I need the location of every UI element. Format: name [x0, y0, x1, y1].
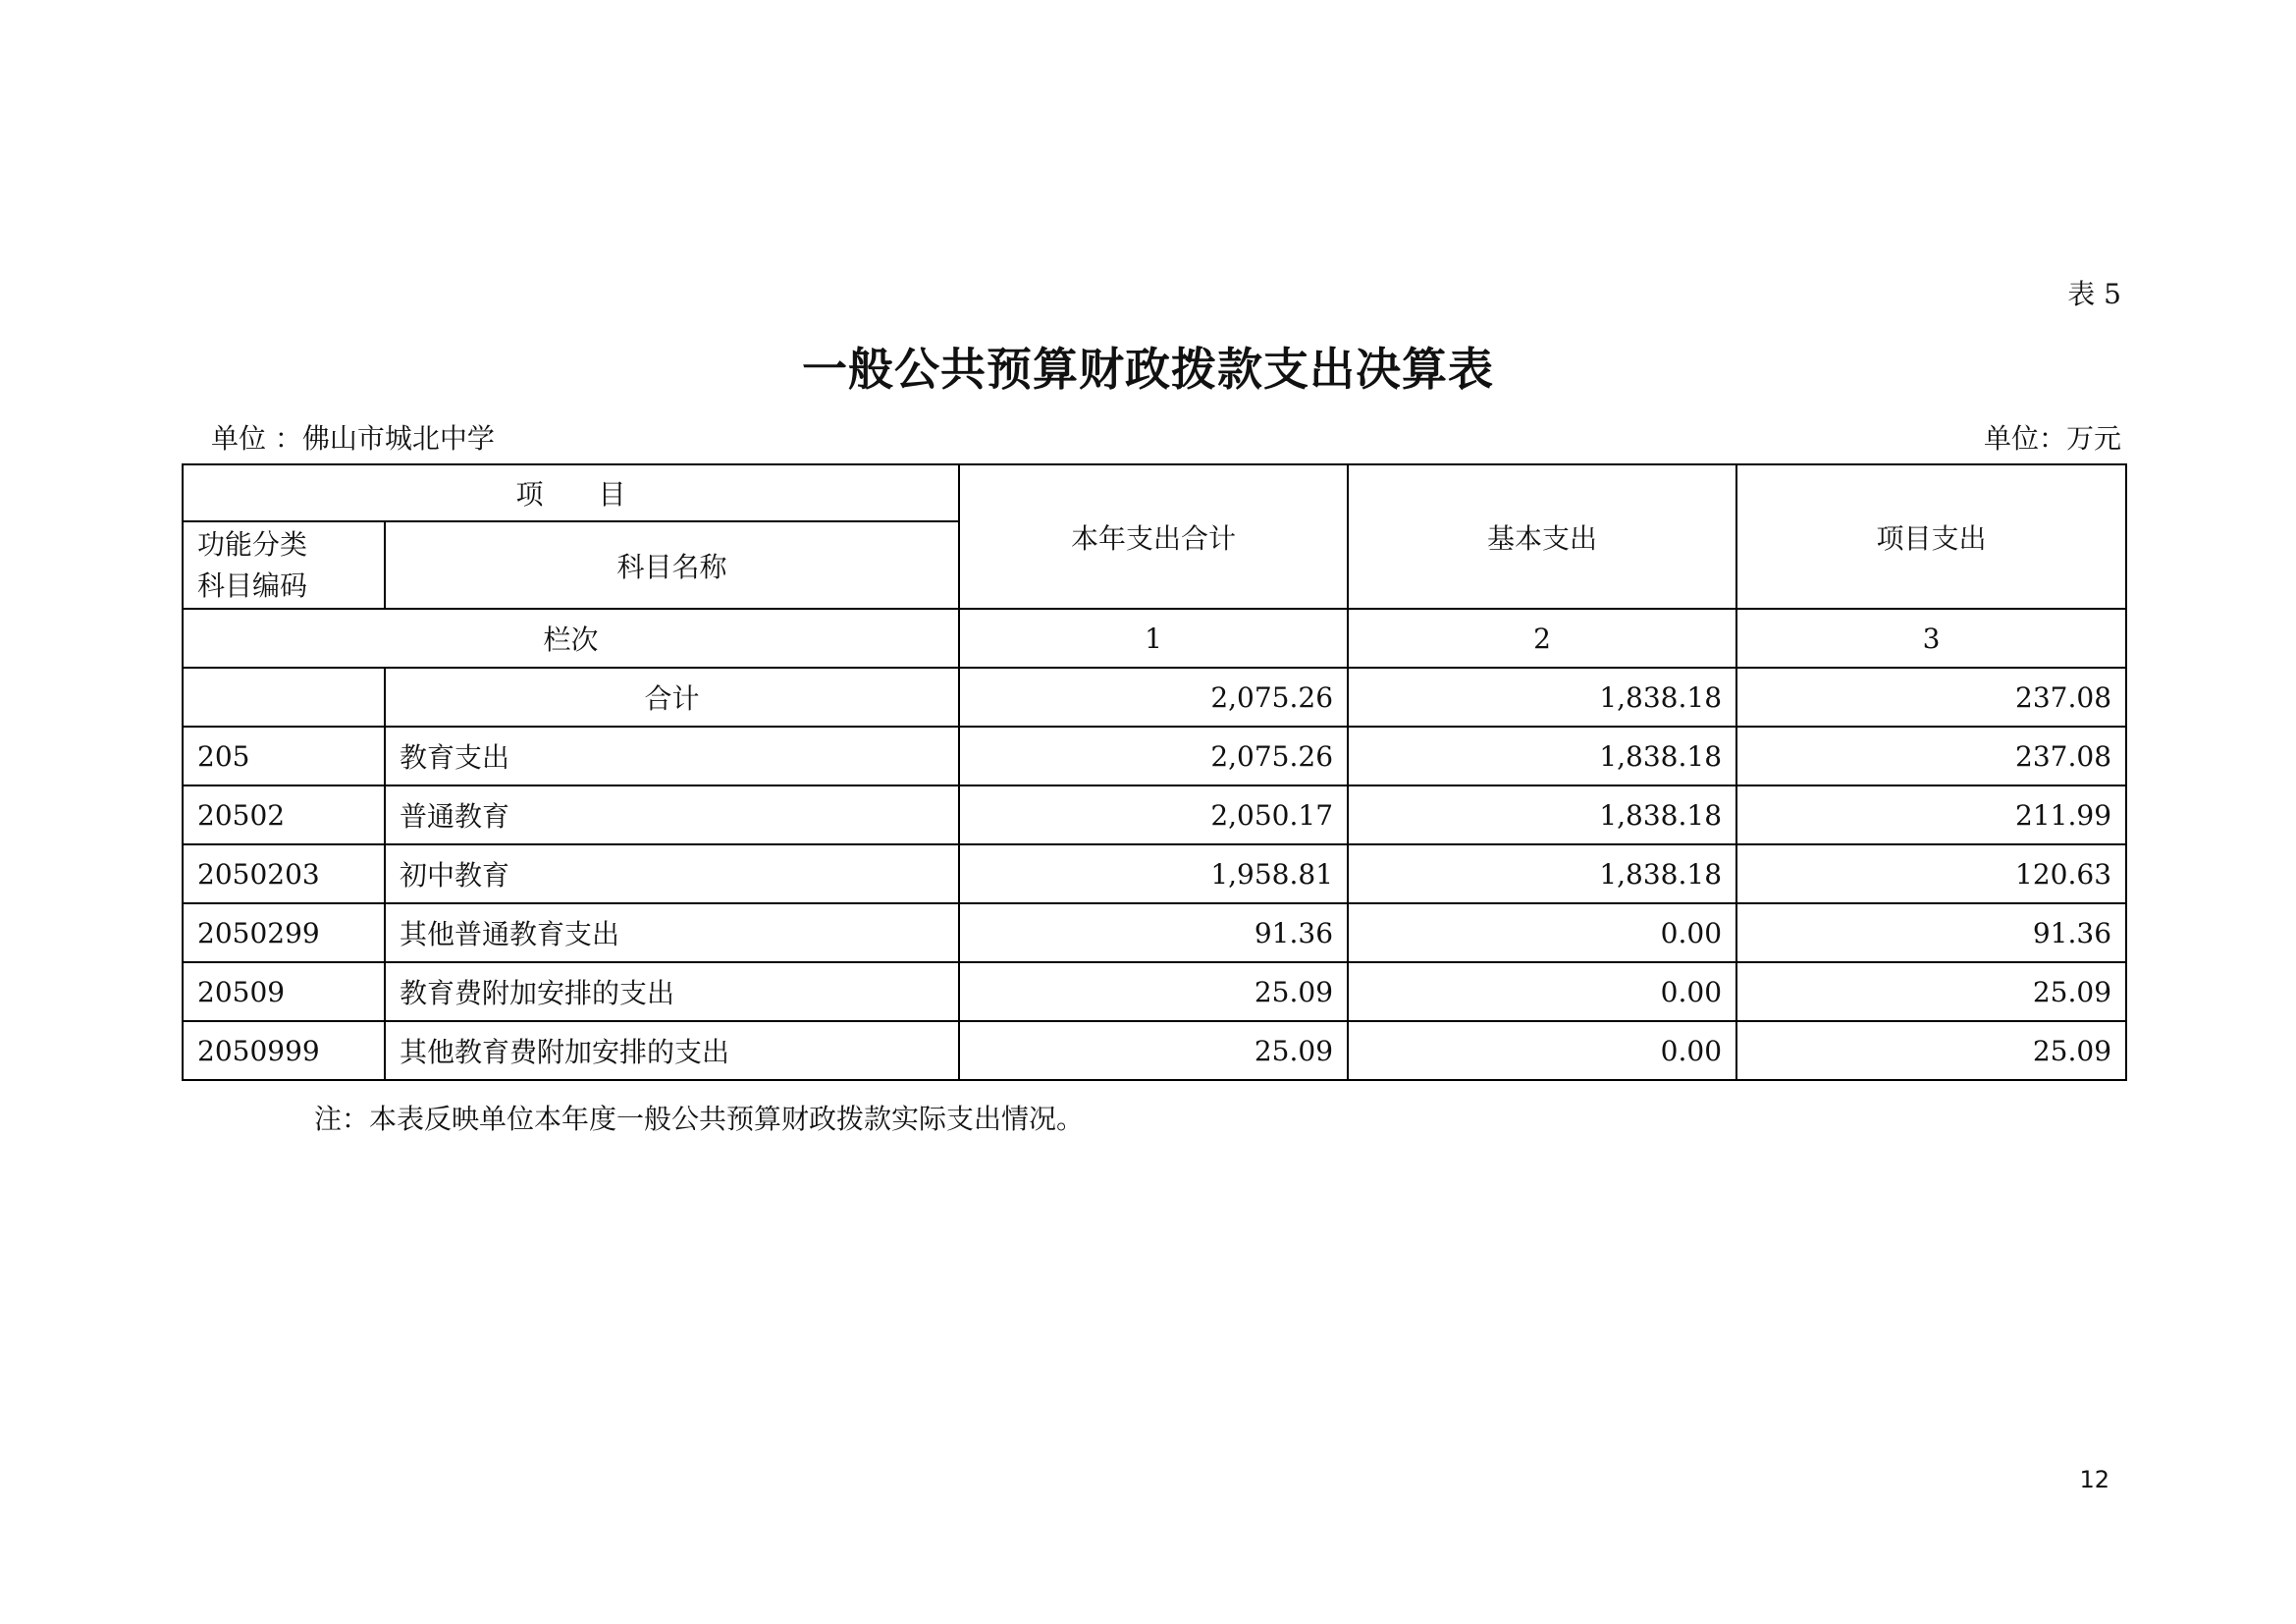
- row-project: 25.09: [1736, 1021, 2126, 1080]
- row-basic: 0.00: [1348, 903, 1736, 962]
- row-basic: 0.00: [1348, 962, 1736, 1021]
- row-total: 91.36: [959, 903, 1348, 962]
- column-index-2: 2: [1348, 609, 1736, 668]
- column-index-3: 3: [1736, 609, 2126, 668]
- row-code: 2050299: [183, 903, 385, 962]
- header-project: 项目支出: [1736, 464, 2126, 609]
- table-row: [183, 903, 2126, 962]
- table-row: [183, 785, 2126, 844]
- row-project: 237.08: [1736, 727, 2126, 785]
- table-number: 表 5: [2067, 278, 2121, 310]
- row-total: 1,958.81: [959, 844, 1348, 903]
- table-row: [183, 962, 2126, 1021]
- row-basic: 0.00: [1348, 1021, 1736, 1080]
- row-name: 其他教育费附加安排的支出: [385, 1021, 959, 1080]
- row-code: 2050999: [183, 1021, 385, 1080]
- header-code: [183, 521, 385, 609]
- header-basic: 基本支出: [1348, 464, 1736, 609]
- row-total: 2,050.17: [959, 785, 1348, 844]
- row-name: 普通教育: [385, 785, 959, 844]
- row-basic: 1,838.18: [1348, 668, 1736, 727]
- table-row: [183, 1021, 2126, 1080]
- row-project: 120.63: [1736, 844, 2126, 903]
- header-code-line1: 功能分类: [197, 527, 308, 561]
- page-number: 12: [2079, 1466, 2109, 1493]
- row-total: 2,075.26: [959, 727, 1348, 785]
- row-total: 25.09: [959, 962, 1348, 1021]
- row-code: 20502: [183, 785, 385, 844]
- row-name: 教育费附加安排的支出: [385, 962, 959, 1021]
- row-project: 25.09: [1736, 962, 2126, 1021]
- row-basic: 1,838.18: [1348, 785, 1736, 844]
- row-basic: 1,838.18: [1348, 844, 1736, 903]
- table-note: 注：本表反映单位本年度一般公共预算财政拨款实际支出情况。: [314, 1103, 1085, 1135]
- row-basic: 1,838.18: [1348, 727, 1736, 785]
- row-code: 20509: [183, 962, 385, 1021]
- table-row: [183, 668, 2126, 727]
- row-total: 2,075.26: [959, 668, 1348, 727]
- unit-name: 单位 ：佛山市城北中学: [211, 422, 495, 455]
- header-total: 本年支出合计: [959, 464, 1348, 609]
- header-name: 科目名称: [385, 521, 959, 609]
- expenditure-table: [182, 463, 2127, 1081]
- row-name: 其他普通教育支出: [385, 903, 959, 962]
- column-index-1: 1: [959, 609, 1348, 668]
- row-name: 初中教育: [385, 844, 959, 903]
- column-index-label: 栏次: [183, 609, 959, 668]
- row-code: 2050203: [183, 844, 385, 903]
- row-project: 91.36: [1736, 903, 2126, 962]
- row-project: 211.99: [1736, 785, 2126, 844]
- row-name: 教育支出: [385, 727, 959, 785]
- header-item: 项 目: [183, 464, 959, 521]
- row-project: 237.08: [1736, 668, 2126, 727]
- table-row: [183, 844, 2126, 903]
- currency-unit: 单位：万元: [1983, 422, 2121, 455]
- table-row: [183, 727, 2126, 785]
- row-name: 合计: [385, 668, 959, 727]
- row-code: [183, 668, 385, 727]
- row-total: 25.09: [959, 1021, 1348, 1080]
- row-code: 205: [183, 727, 385, 785]
- page-title: 一般公共预算财政拨款支出决算表: [802, 343, 1494, 396]
- header-code-line2: 科目编码: [197, 568, 308, 602]
